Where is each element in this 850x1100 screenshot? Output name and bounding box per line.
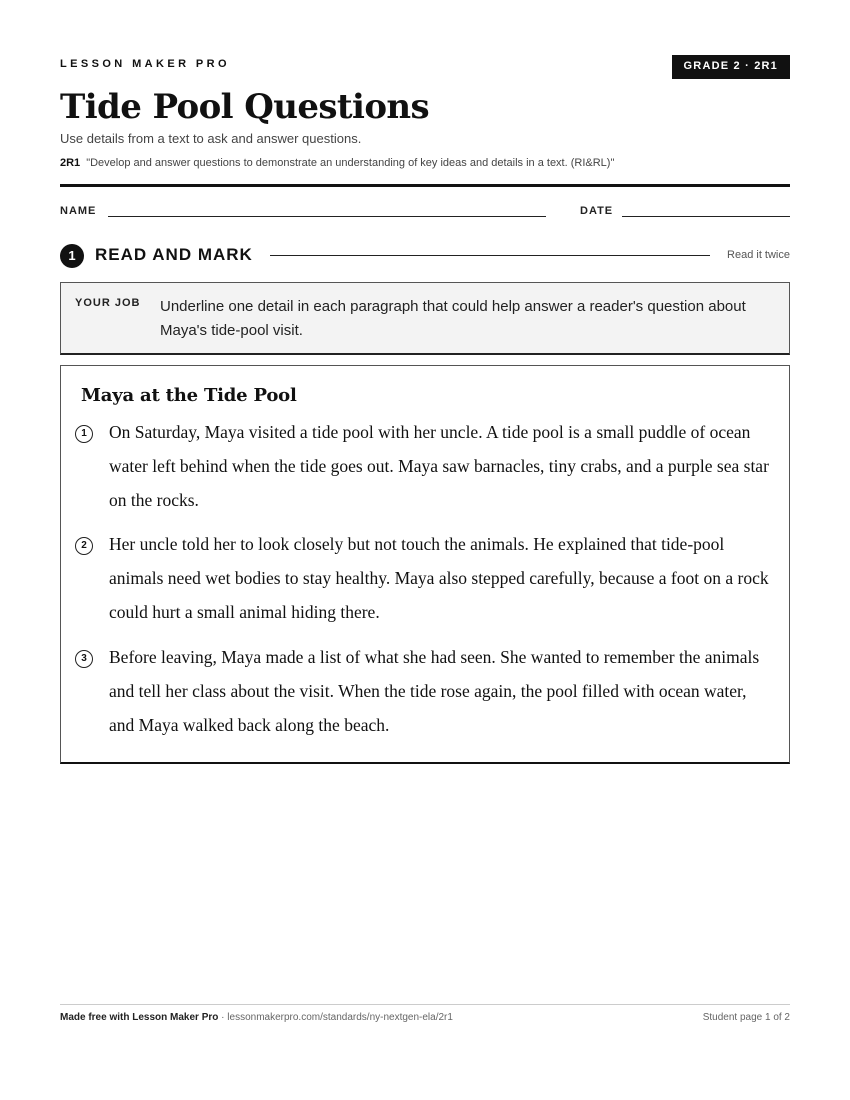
your-job-label: YOUR JOB: [75, 297, 141, 309]
paragraph-text[interactable]: Before leaving, Maya made a list of what she had seen. She wanted to remember the animals and tell her class about the visit. When the tide rose again, the pool filled with ocean water, and Maya walked back along the beach.: [109, 647, 760, 735]
worksheet-page: [60, 0, 790, 1100]
section-note: Read it twice: [727, 249, 790, 261]
grade-badge: GRADE 2 · 2R1: [672, 55, 790, 79]
name-label: NAME: [60, 205, 97, 217]
passage-box: [60, 365, 790, 764]
section-title: READ AND MARK: [95, 245, 253, 264]
section-read-and-mark: [60, 243, 790, 269]
footer-url[interactable]: lessonmakerpro.com/standards/ny-nextgen-ela/2r1: [227, 1012, 453, 1023]
standard-text: "Develop and answer questions to demonstrate an understanding of key ideas and details in a text. (RI&RL)": [86, 157, 615, 169]
page-title: Tide Pool Questions: [60, 87, 430, 127]
footer-credit: [60, 1012, 453, 1023]
passage-title: Maya at the Tide Pool: [81, 385, 297, 406]
paragraph-text[interactable]: On Saturday, Maya visited a tide pool with her uncle. A tide pool is a small puddle of ocean water left behind when the tide goes out. Maya saw barnacles, tiny crabs, and a purple sea star on the rocks.: [109, 422, 769, 510]
paragraph-text[interactable]: Her uncle told her to look closely but not touch the animals. He explained that tide-pool animals need wet bodies to stay healthy. Maya also stepped carefully, because a foot on a rock could hurt a small animal hiding there.: [109, 534, 769, 622]
page-subtitle: Use details from a text to ask and answer questions.: [60, 131, 362, 146]
footer-separator: ·: [218, 1012, 228, 1023]
brand-name: LESSON MAKER PRO: [60, 58, 230, 70]
your-job-text: Underline one detail in each paragraph that could help answer a reader's question about Maya's tide-pool visit.: [160, 298, 746, 339]
paragraph-number: 3: [75, 650, 93, 668]
paragraph-number: 1: [75, 425, 93, 443]
name-field[interactable]: [108, 216, 546, 217]
standard-code: 2R1: [60, 157, 81, 169]
header-divider: [60, 184, 790, 187]
footer-page-number: Student page 1 of 2: [702, 1012, 790, 1023]
date-field[interactable]: [622, 216, 790, 217]
standard-line: [60, 157, 614, 169]
your-job-box: [60, 282, 790, 355]
footer-made-with: Made free with Lesson Maker Pro: [60, 1012, 219, 1023]
step-number-badge: 1: [60, 244, 84, 268]
paragraph-number: 2: [75, 537, 93, 555]
footer-divider: [60, 1004, 790, 1005]
section-rule: [270, 255, 710, 256]
date-label: DATE: [580, 205, 614, 217]
